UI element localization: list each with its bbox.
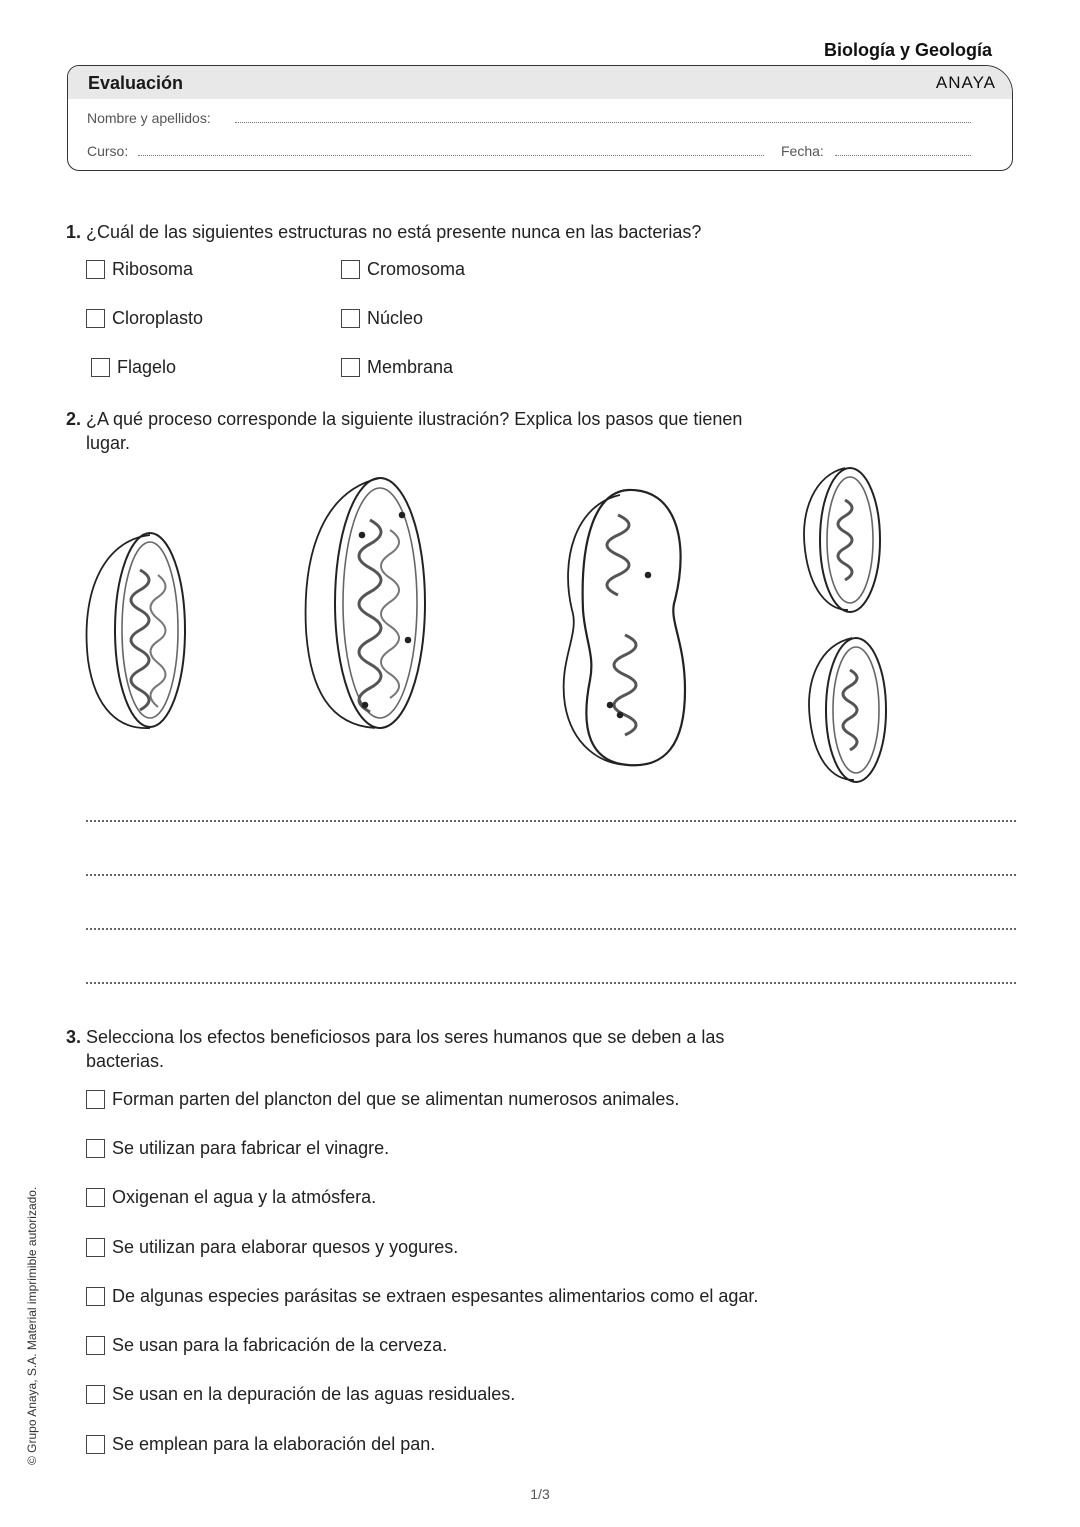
- option-pan[interactable]: [86, 1434, 435, 1455]
- option-label: Se usan para la fabricación de la cerveza.: [112, 1335, 448, 1355]
- option-label: Cloroplasto: [112, 308, 204, 328]
- checkbox[interactable]: [86, 260, 105, 279]
- option-nucleo[interactable]: [341, 308, 423, 329]
- option-label: Se emplean para la elaboración del pan.: [112, 1434, 436, 1454]
- option-plancton[interactable]: [86, 1089, 679, 1110]
- option-label: Se utilizan para elaborar quesos y yogures.: [112, 1237, 459, 1257]
- checkbox[interactable]: [86, 1287, 105, 1306]
- option-membrana[interactable]: [341, 357, 453, 378]
- question-3: [66, 1025, 724, 1073]
- option-label: Se usan en la depuración de las aguas residuales.: [112, 1384, 516, 1404]
- name-label: Nombre y apellidos:: [87, 110, 211, 126]
- option-label: Oxigenan el agua y la atmósfera.: [112, 1187, 377, 1207]
- option-label: Cromosoma: [367, 259, 466, 279]
- question-number: 2.: [66, 409, 82, 429]
- option-label: Se utilizan para fabricar el vinagre.: [112, 1138, 390, 1158]
- option-vinagre[interactable]: [86, 1138, 389, 1159]
- binary-fission-illustration: [80, 460, 910, 790]
- checkbox[interactable]: [86, 1188, 105, 1207]
- option-label: Núcleo: [367, 308, 424, 328]
- date-label: Fecha:: [781, 143, 824, 159]
- option-label: De algunas especies parásitas se extraen espesantes alimentarios como el agar.: [112, 1286, 759, 1306]
- option-label: Flagelo: [117, 357, 177, 377]
- question-text-line1: ¿A qué proceso corresponde la siguiente ilustración? Explica los pasos que tienen: [86, 409, 743, 429]
- checkbox[interactable]: [86, 1435, 105, 1454]
- checkbox[interactable]: [341, 260, 360, 279]
- bacterium-stage-1: [87, 533, 185, 728]
- option-label: Ribosoma: [112, 259, 194, 279]
- question-text-line2: bacterias.: [86, 1051, 165, 1071]
- checkbox[interactable]: [86, 1090, 105, 1109]
- question-number: 3.: [66, 1027, 82, 1047]
- name-field[interactable]: [235, 122, 971, 123]
- daughter-cell-bottom: [809, 638, 886, 782]
- option-label: Membrana: [367, 357, 454, 377]
- subject-title: Biología y Geología: [823, 40, 992, 60]
- option-cerveza[interactable]: [86, 1335, 447, 1356]
- bacterium-stage-2: [306, 478, 425, 728]
- daughter-cell-top: [804, 468, 880, 612]
- answer-line-1[interactable]: [86, 820, 1016, 822]
- answer-line-4[interactable]: [86, 982, 1016, 984]
- copyright-notice: © Grupo Anaya, S.A. Material imprimible autorizado.: [25, 1186, 39, 1465]
- option-quesos[interactable]: [86, 1237, 458, 1258]
- question-2: [66, 407, 742, 455]
- answer-line-3[interactable]: [86, 928, 1016, 930]
- question-text-line1: Selecciona los efectos beneficiosos para los seres humanos que se deben a las: [86, 1027, 725, 1047]
- checkbox[interactable]: [341, 358, 360, 377]
- option-agar[interactable]: [86, 1286, 758, 1307]
- question-text: ¿Cuál de las siguientes estructuras no está presente nunca en las bacterias?: [86, 222, 702, 242]
- bacterium-stage-3: [564, 490, 685, 765]
- question-number: 1.: [66, 222, 82, 242]
- checkbox[interactable]: [91, 358, 110, 377]
- option-oxigenan[interactable]: [86, 1187, 376, 1208]
- evaluation-title: Evaluación: [88, 73, 184, 93]
- course-label: Curso:: [87, 143, 129, 159]
- checkbox[interactable]: [86, 1336, 105, 1355]
- option-label: Forman parten del plancton del que se alimentan numerosos animales.: [112, 1089, 680, 1109]
- checkbox[interactable]: [86, 309, 105, 328]
- option-cloroplasto[interactable]: [86, 308, 203, 329]
- checkbox[interactable]: [86, 1139, 105, 1158]
- option-flagelo[interactable]: [91, 357, 176, 378]
- checkbox[interactable]: [341, 309, 360, 328]
- option-cromosoma[interactable]: [341, 259, 465, 280]
- date-field[interactable]: [835, 155, 971, 156]
- question-text-line2: lugar.: [86, 433, 131, 453]
- option-ribosoma[interactable]: [86, 259, 193, 280]
- header-band: [68, 66, 1012, 99]
- student-info-box: [67, 65, 1013, 171]
- course-field[interactable]: [138, 155, 764, 156]
- page-number: 1/3: [530, 1486, 550, 1502]
- option-depuracion[interactable]: [86, 1384, 515, 1405]
- answer-line-2[interactable]: [86, 874, 1016, 876]
- anaya-logo: ANAYA: [935, 73, 996, 92]
- question-1: [66, 220, 701, 244]
- checkbox[interactable]: [86, 1385, 105, 1404]
- checkbox[interactable]: [86, 1238, 105, 1257]
